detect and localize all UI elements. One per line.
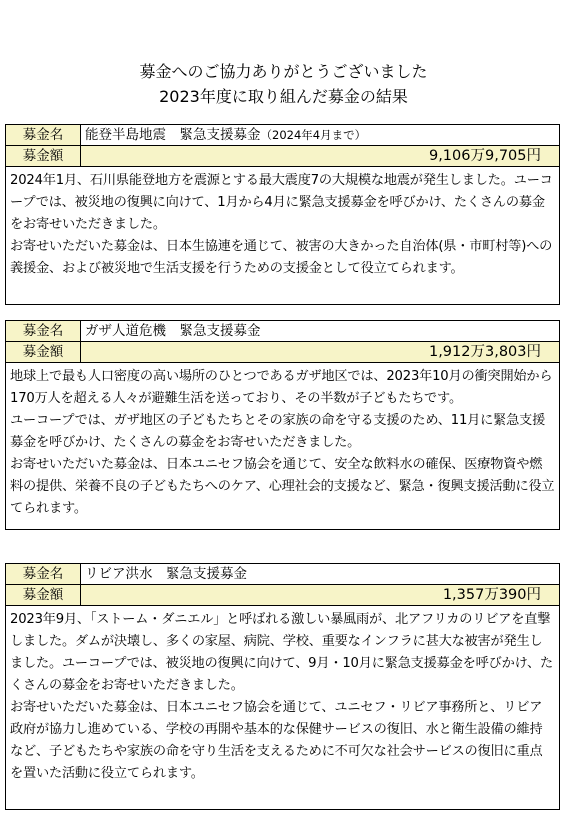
campaign-name-label: 募金名 [6,564,81,584]
campaign-amount-label: 募金額 [6,585,81,605]
campaign-name: 能登半島地震 緊急支援募金 [85,127,261,143]
campaign-card-gaza [5,320,560,530]
campaign-name-value [81,564,559,584]
page-title: 募金へのご協力ありがとうございました [139,62,428,81]
campaign-amount-row [6,342,559,363]
campaign-amount-label: 募金額 [6,146,81,166]
campaign-amount-value: 1,357万390円 [81,585,559,605]
campaign-card-libya [5,563,560,810]
campaign-name-label: 募金名 [6,125,81,145]
campaign-name: リビア洪水 緊急支援募金 [85,566,247,582]
campaign-name-note: （2024年4月まで） [260,128,367,142]
description-paragraph: 地球上で最も人口密度の高い場所のひとつであるガザ地区では、2023年10月の衝突開始から170万人を超える人々が避難生活を送っており、その半数が子どもたちです。 [10,369,553,406]
campaign-name-row [6,125,559,146]
campaign-amount-value: 1,912万3,803円 [81,342,559,362]
description-paragraph: 2023年9月、「ストーム・ダニエル」と呼ばれる激しい暴風雨が、北アフリカのリビアを直撃しました。ダムが決壊し、多くの家屋、病院、学校、重要なインフラに甚大な被害が発生しました。ユーコープでは、被災地の復興に向けて、9月・10月に緊急支援募金を呼びかけ、たくさんの募金をお寄せいただきました。 [10,612,554,693]
campaign-name-value [81,125,559,145]
campaign-name-row [6,564,559,585]
campaign-name-value [81,321,559,341]
campaign-description [6,606,559,785]
description-paragraph: お寄せいただいた募金は、日本ユニセフ協会を通じて、安全な飲料水の確保、医療物資や燃料の提供、栄養不良の子どもたちへのケア、心理社会的支援など、緊急・復興支援活動に役立てられます。 [10,457,555,516]
description-paragraph: お寄せいただいた募金は、日本生協連を通じて、被害の大きかった自治体(県・市町村等)への義援金、および被災地で生活支援を行うための支援金として役立てられます。 [10,239,553,276]
description-paragraph: 2024年1月、石川県能登地方を震源とする最大震度7の大規模な地震が発生しました。ユーコープでは、被災地の復興に向けて、1月から4月に緊急支援募金を呼びかけ、たくさんの募金をお寄せいただきました。 [10,173,553,232]
campaign-description [6,363,559,520]
campaign-description [6,167,559,280]
campaign-amount-row [6,585,559,606]
campaign-name: ガザ人道危機 緊急支援募金 [85,323,261,339]
page-subtitle: 2023年度に取り組んだ募金の結果 [159,87,408,106]
campaign-amount-label: 募金額 [6,342,81,362]
campaign-amount-row [6,146,559,167]
campaign-name-row [6,321,559,342]
description-paragraph: ユーコープでは、ガザ地区の子どもたちとその家族の命を守る支援のため、11月に緊急支援募金を呼びかけ、たくさんの募金をお寄せいただきました。 [10,413,546,450]
campaign-card-noto [5,124,560,305]
campaign-amount-value: 9,106万9,705円 [81,146,559,166]
campaign-name-label: 募金名 [6,321,81,341]
description-paragraph: お寄せいただいた募金は、日本ユニセフ協会を通じて、ユニセフ・リビア事務所と、リビア政府が協力し進めている、学校の再開や基本的な保健サービスの復旧、水と衛生設備の維持など、子どもたちや家族の命を守り生活を支えるために不可欠な社会サービスの復旧に重点を置いた活動に役立てられます。 [10,700,543,781]
